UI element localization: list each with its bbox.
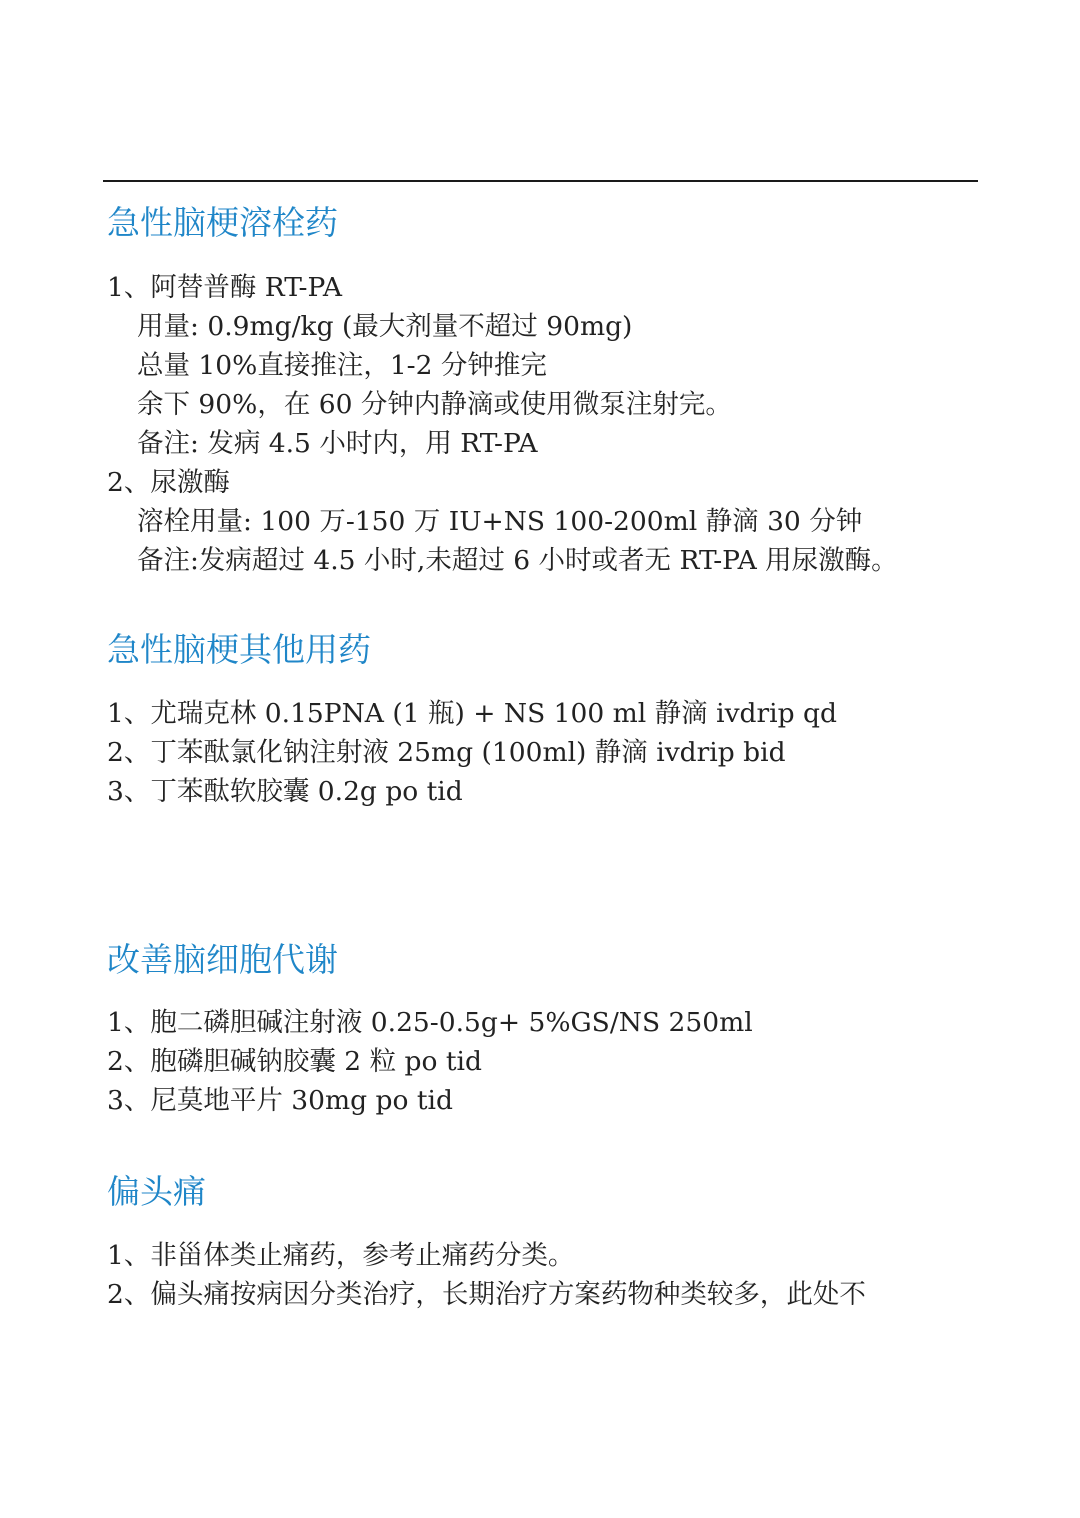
- text-line: 2、胞磷胆碱钠胶囊 2 粒 po tid: [107, 1046, 482, 1077]
- text-line: 3、尼莫地平片 30mg po tid: [107, 1085, 453, 1116]
- text-line: 余下 90%，在 60 分钟内静滴或使用微泵注射完。: [137, 389, 732, 420]
- text-line: 总量 10%直接推注，1-2 分钟推完: [137, 350, 547, 381]
- section-heading-thrombolysis: 急性脑梗溶栓药: [107, 203, 338, 242]
- text-line: 1、阿替普酶 RT-PA: [107, 272, 343, 303]
- text-line: 2、丁苯酞氯化钠注射液 25mg (100ml) 静滴 ivdrip bid: [107, 737, 786, 768]
- text-line: 1、尤瑞克林 0.15PNA (1 瓶) + NS 100 ml 静滴 ivdrip qd: [107, 698, 837, 729]
- text-line: 2、尿激酶: [107, 467, 230, 498]
- top-divider: [103, 180, 978, 182]
- text-line: 备注: 发病 4.5 小时内，用 RT-PA: [137, 428, 538, 459]
- text-line: 用量: 0.9mg/kg (最大剂量不超过 90mg): [137, 311, 633, 342]
- section-heading-migraine: 偏头痛: [107, 1172, 206, 1211]
- text-line: 2、偏头痛按病因分类治疗，长期治疗方案药物种类较多，此处不: [107, 1279, 866, 1310]
- text-line: 3、丁苯酞软胶囊 0.2g po tid: [107, 776, 463, 807]
- text-line: 溶栓用量: 100 万-150 万 IU+NS 100-200ml 静滴 30 分钟: [137, 506, 863, 537]
- section-heading-other-meds: 急性脑梗其他用药: [107, 630, 371, 669]
- text-line: 备注:发病超过 4.5 小时,未超过 6 小时或者无 RT-PA 用尿激酶。: [137, 545, 898, 576]
- section-heading-brain-metabolism: 改善脑细胞代谢: [107, 940, 338, 979]
- text-line: 1、胞二磷胆碱注射液 0.25-0.5g+ 5%GS/NS 250ml: [107, 1007, 753, 1038]
- text-line: 1、非甾体类止痛药，参考止痛药分类。: [107, 1240, 575, 1271]
